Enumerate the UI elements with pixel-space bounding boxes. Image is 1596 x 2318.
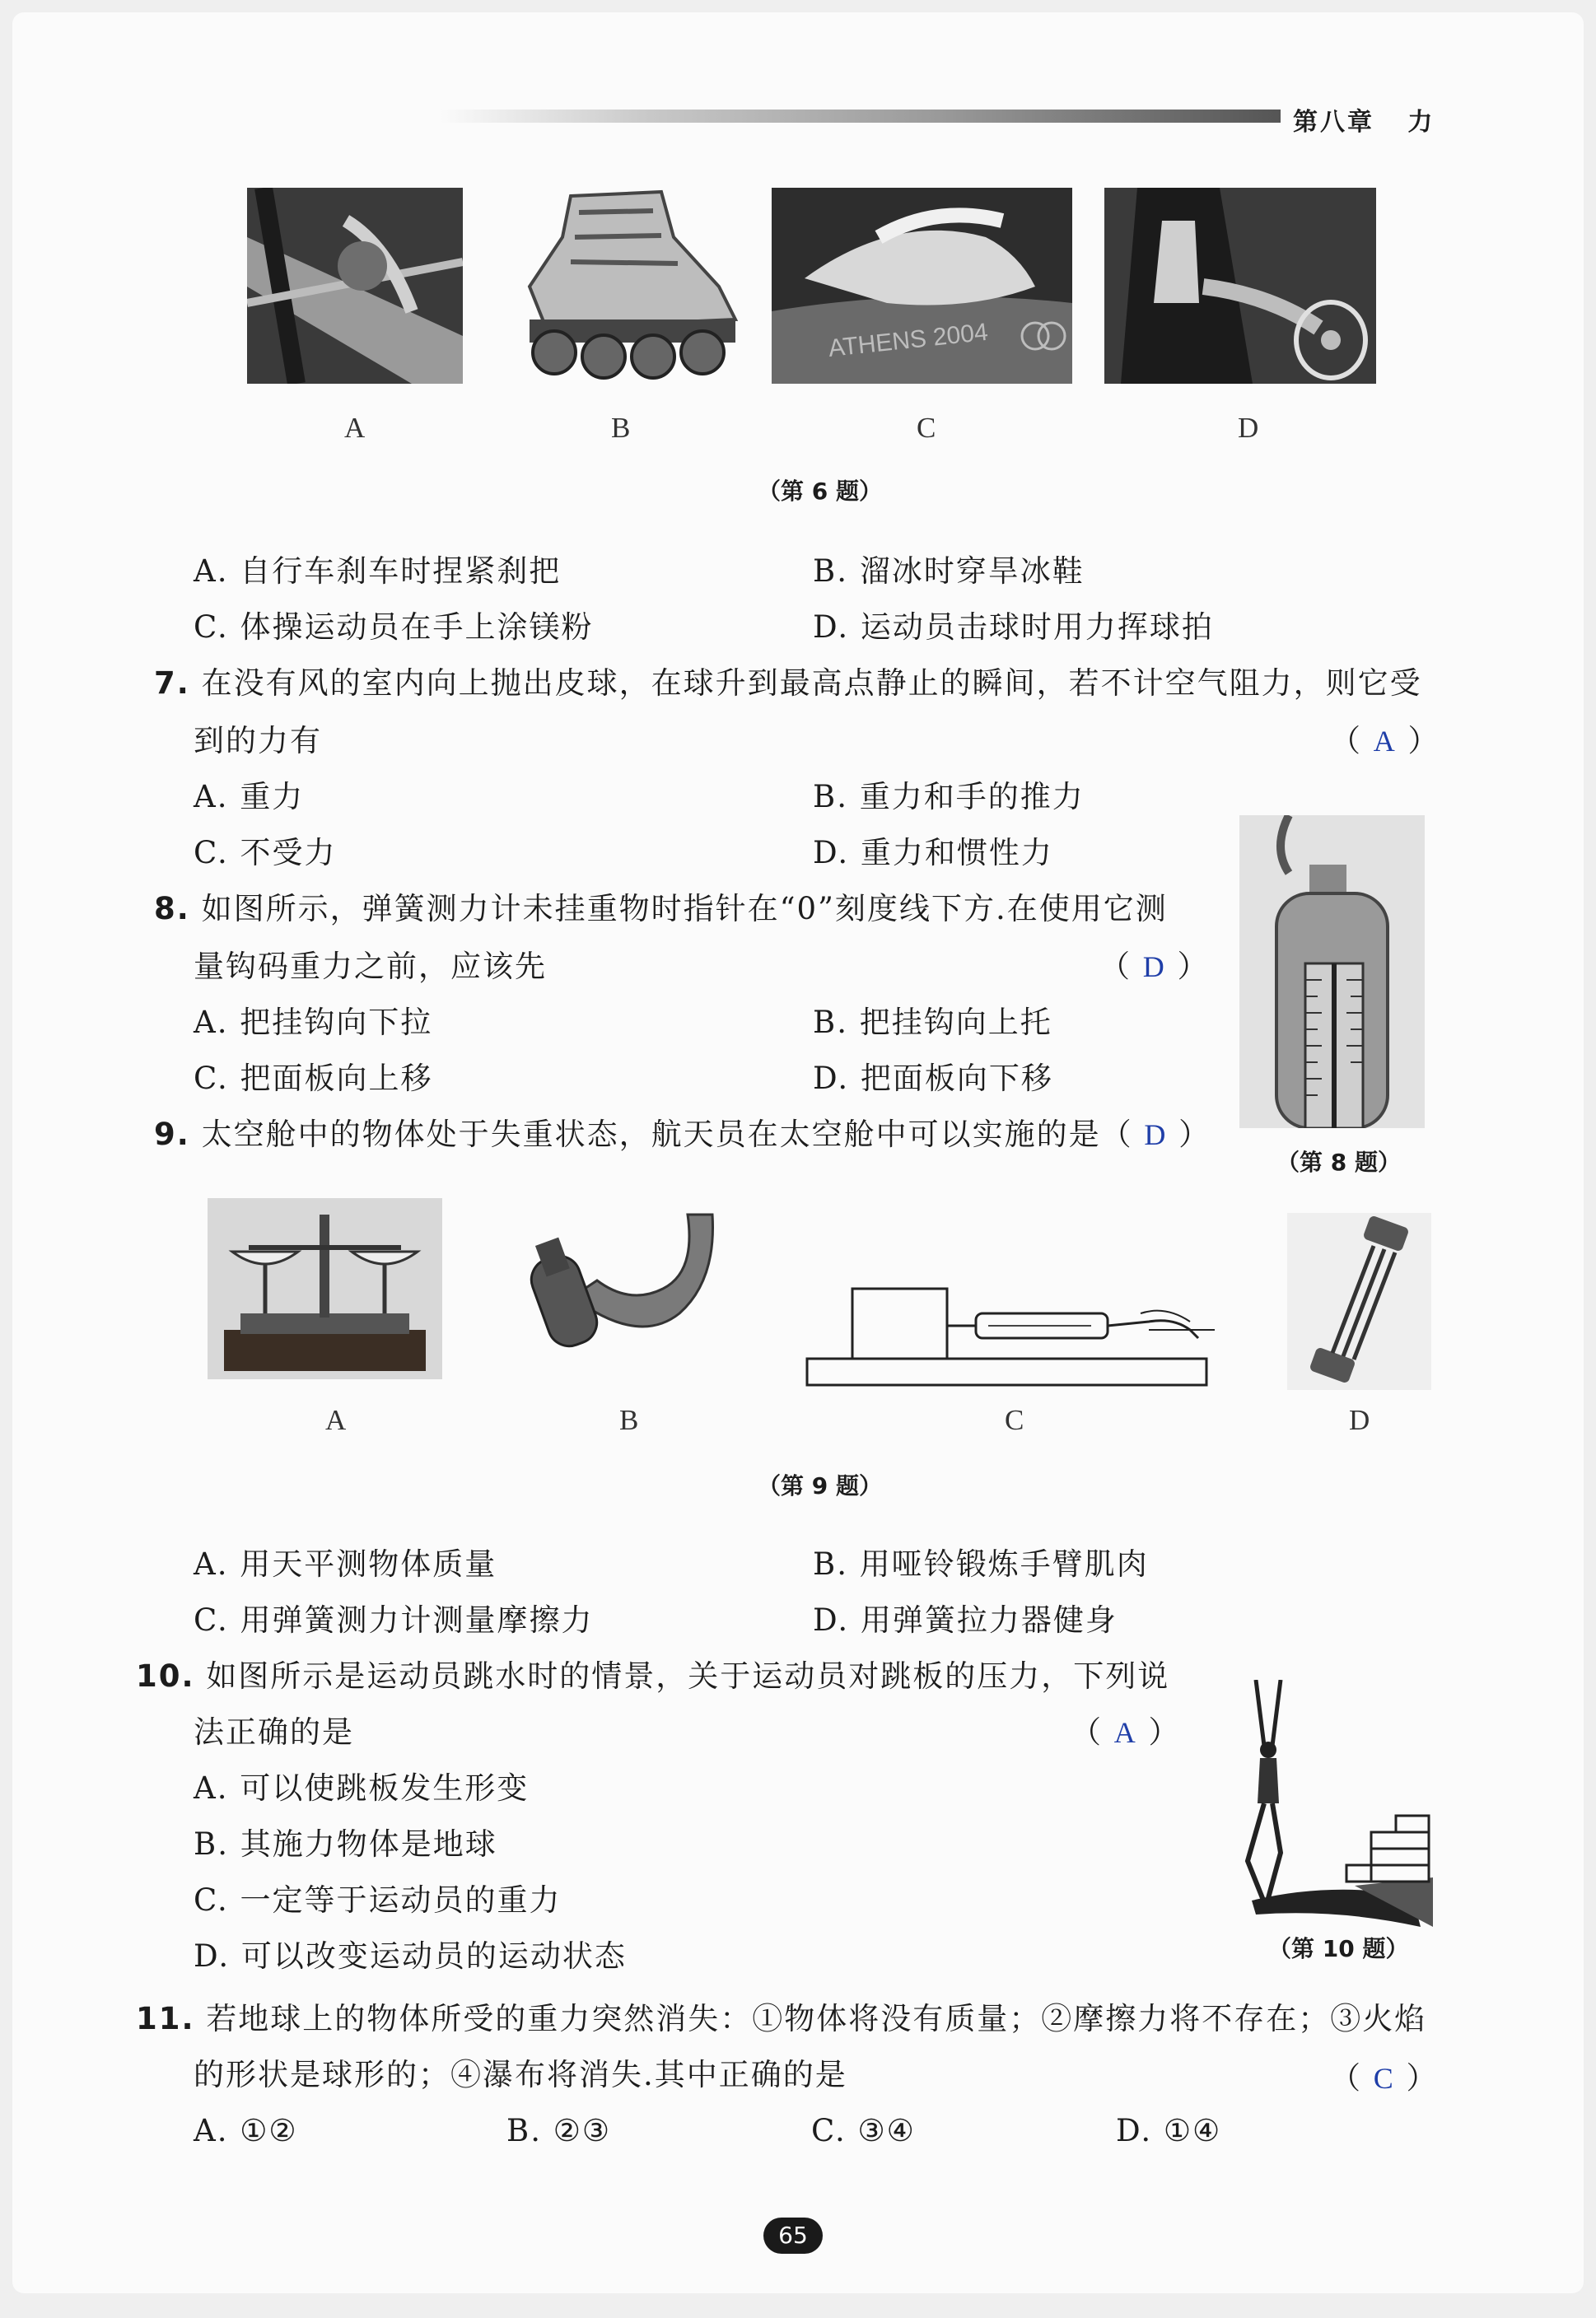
q8-option-a: A. 把挂钩向下拉 bbox=[194, 1005, 433, 1040]
q7-answer-bracket: （ A ） bbox=[1330, 723, 1440, 758]
chapter-title: 力 bbox=[1407, 108, 1435, 137]
q10-answer-bracket: （ A ） bbox=[1071, 1714, 1181, 1750]
q11-stem-line1 bbox=[136, 2000, 1426, 2038]
q11-answer-bracket: （ C ） bbox=[1330, 2060, 1439, 2096]
chapter-number: 第八章 bbox=[1293, 108, 1374, 137]
q10-answer: A bbox=[1113, 1716, 1137, 1749]
q6-label-c: C bbox=[917, 412, 936, 444]
q6-figure-caption: （第 6 题） bbox=[758, 478, 882, 505]
q6-image-b-inline-skate bbox=[497, 188, 748, 384]
q11-option-a: A. ①② bbox=[194, 2113, 298, 2148]
q9-option-b: B. 用哑铃锻炼手臂肌肉 bbox=[813, 1546, 1149, 1582]
q10-number: 10. bbox=[136, 1658, 195, 1694]
page-number: 65 bbox=[763, 2218, 823, 2254]
q8-figure-caption: （第 8 题） bbox=[1276, 1149, 1401, 1176]
q10-text-line1: 如图所示是运动员跳水时的情景，关于运动员对跳板的压力，下列说 bbox=[206, 1658, 1170, 1694]
q7-text-line1: 在没有风的室内向上抛出皮球，在球升到最高点静止的瞬间，若不计空气阻力，则它受 bbox=[201, 665, 1422, 701]
athens-2004-text: ATHENS 2004 bbox=[827, 318, 990, 362]
q9-number: 9. bbox=[154, 1117, 190, 1152]
q7-option-a: A. 重力 bbox=[194, 779, 305, 814]
q6-label-b: B bbox=[611, 412, 631, 444]
q9-answer: D bbox=[1144, 1118, 1168, 1151]
q10-text-line2: 法正确的是 bbox=[194, 1714, 354, 1750]
header-gradient-bar bbox=[441, 110, 1281, 123]
q8-text-line1: 如图所示，弹簧测力计未挂重物时指针在“0”刻度线下方.在使用它测 bbox=[201, 891, 1168, 926]
q8-option-c: C. 把面板向上移 bbox=[194, 1061, 433, 1096]
q8-stem-line1 bbox=[154, 890, 1168, 928]
q11-option-d: D. ①④ bbox=[1116, 2113, 1222, 2148]
q7-answer: A bbox=[1373, 725, 1397, 758]
q9-image-c-spring-scale-friction bbox=[803, 1264, 1215, 1388]
q9-text: 太空舱中的物体处于失重状态，航天员在太空舱中可以实施的是（ bbox=[201, 1117, 1133, 1152]
q6-label-a: A bbox=[344, 412, 366, 444]
q7-text-line2: 到的力有 bbox=[194, 723, 322, 758]
q10-stem-line1 bbox=[136, 1658, 1169, 1695]
q8-answer: D bbox=[1142, 950, 1166, 983]
q11-text-line2: 的形状是球形的；④瀑布将消失.其中正确的是 bbox=[194, 2057, 847, 2092]
chapter-header bbox=[1293, 101, 1435, 138]
q7-number: 7. bbox=[154, 665, 190, 701]
q8-image-spring-scale bbox=[1239, 815, 1425, 1128]
q9-option-d: D. 用弹簧拉力器健身 bbox=[813, 1602, 1118, 1638]
q11-option-c: C. ③④ bbox=[811, 2113, 916, 2148]
q6-option-d: D. 运动员击球时用力挥球拍 bbox=[813, 609, 1214, 645]
q9-label-a: A bbox=[325, 1404, 347, 1436]
q11-option-b: B. ②③ bbox=[506, 2113, 612, 2148]
q6-option-c: C. 体操运动员在手上涂镁粉 bbox=[194, 609, 594, 645]
q7-option-c: C. 不受力 bbox=[194, 835, 337, 870]
q7-option-b: B. 重力和手的推力 bbox=[813, 779, 1085, 814]
q9-label-b: B bbox=[619, 1404, 639, 1436]
q8-option-b: B. 把挂钩向上托 bbox=[813, 1005, 1052, 1040]
q9-stem: 9. 太空舱中的物体处于失重状态，航天员在太空舱中可以实施的是（ D ） bbox=[154, 1117, 1211, 1152]
q11-text-line1: 若地球上的物体所受的重力突然消失：①物体将没有质量；②摩擦力将不存在；③火焰 bbox=[206, 2001, 1427, 2036]
q9-image-d-spring-exerciser bbox=[1287, 1213, 1431, 1390]
q6-option-a: A. 自行车刹车时捏紧刹把 bbox=[194, 553, 562, 589]
q8-answer-bracket: （ D ） bbox=[1099, 949, 1210, 984]
q11-number: 11. bbox=[136, 2001, 195, 2036]
workbook-page bbox=[12, 12, 1584, 2293]
q9-label-d: D bbox=[1349, 1404, 1370, 1436]
q10-option-b: B. 其施力物体是地球 bbox=[194, 1826, 497, 1862]
q6-option-b: B. 溜冰时穿旱冰鞋 bbox=[813, 553, 1085, 589]
q9-image-b-dumbbell-arm bbox=[515, 1198, 737, 1379]
q10-option-a: A. 可以使跳板发生形变 bbox=[194, 1770, 530, 1806]
q10-figure-caption: （第 10 题） bbox=[1268, 1935, 1409, 1962]
q9-image-a-balance bbox=[208, 1198, 442, 1379]
q8-number: 8. bbox=[154, 891, 190, 926]
q10-image-diver-springboard bbox=[1231, 1680, 1441, 1931]
q6-image-c-chalk-hands bbox=[772, 188, 1072, 384]
q9-label-c: C bbox=[1005, 1404, 1024, 1436]
q11-answer: C bbox=[1373, 2062, 1395, 2095]
q9-option-c: C. 用弹簧测力计测量摩擦力 bbox=[194, 1602, 594, 1638]
q8-option-d: D. 把面板向下移 bbox=[813, 1061, 1053, 1096]
q6-image-a-bicycle-brake bbox=[247, 188, 463, 384]
q8-text-line2: 量钩码重力之前，应该先 bbox=[194, 949, 547, 984]
q6-image-d-tennis-player bbox=[1104, 188, 1376, 384]
q10-option-c: C. 一定等于运动员的重力 bbox=[194, 1882, 562, 1918]
q9-figure-caption: （第 9 题） bbox=[758, 1472, 882, 1499]
q10-option-d: D. 可以改变运动员的运动状态 bbox=[194, 1938, 627, 1974]
q9-option-a: A. 用天平测物体质量 bbox=[194, 1546, 497, 1582]
q6-label-d: D bbox=[1238, 412, 1259, 444]
q7-stem-line1 bbox=[154, 665, 1422, 702]
q7-option-d: D. 重力和惯性力 bbox=[813, 835, 1053, 870]
